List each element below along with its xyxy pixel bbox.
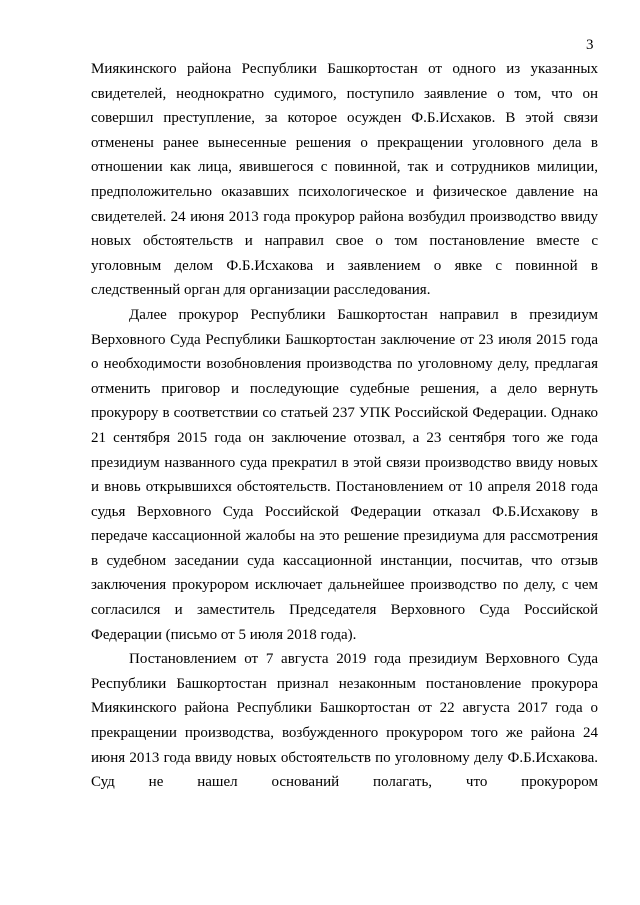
page-number: 3 [586, 37, 594, 53]
paragraph-presidium-ruling: Постановлением от 7 августа 2019 года президиум Верховного Суда Республики Башкортостан признал незаконным постановление прокурора Миякинского района Республики Башкортостан от 22 августа 2017 года о прекращении производства, возбужденного прокурором того же района 24 июня 2013 года ввиду новых обстоятельств по уголовному делу Ф.Б.Исхакова. Суд не нашел оснований полагать, что прокурором [91, 651, 598, 791]
paragraph-prosecutor-conclusion: Далее прокурор Республики Башкортостан направил в президиум Верховного Суда Республики Башкортостан заключение от 23 июля 2015 года о необходимости возобновления производства по уголовному делу, предлагая отменить приговор и последующие судебные решения, а дело вернуть прокурору в соответствии со статьей 237 УПК Российской Федерации. Однако 21 сентября 2015 года он заключение отозвал, а 23 сентября того же года президиум названного суда прекратил в этой связи производство ввиду новых и вновь открывшихся обстоятельств. Постановлением от 10 апреля 2018 года судья Верховного Суда Российской Федерации отказал Ф.Б.Исхакову в передаче кассационной жалобы на это решение президиума для рассмотрения в судебном заседании суда кассационной инстанции, посчитав, что отзыв заключения прокурором исключает дальнейшее производство по делу, с чем согласился и заместитель Председателя Верховного Суда Российской Федерации (письмо от 5 июля 2018 года). [91, 306, 598, 643]
paragraph-continued: Миякинского района Республики Башкортостан от одного из указанных свидетелей, неоднократно судимого, поступило заявление о том, что он совершил преступление, за которое осужден Ф.Б.Исхаков. В этой связи отменены ранее вынесенные решения о прекращении уголовного дела в отношении как лица, явившегося с повинной, так и сотрудников милиции, предположительно оказавших психологическое и физическое давление на свидетелей. 24 июня 2013 года прокурор района возбудил производство ввиду новых обстоятельств и направил свое о том постановление вместе с уголовным делом Ф.Б.Исхакова и заявлением о явке с повинной в следственный орган для организации расследования. [91, 61, 598, 299]
document-body [91, 57, 598, 795]
